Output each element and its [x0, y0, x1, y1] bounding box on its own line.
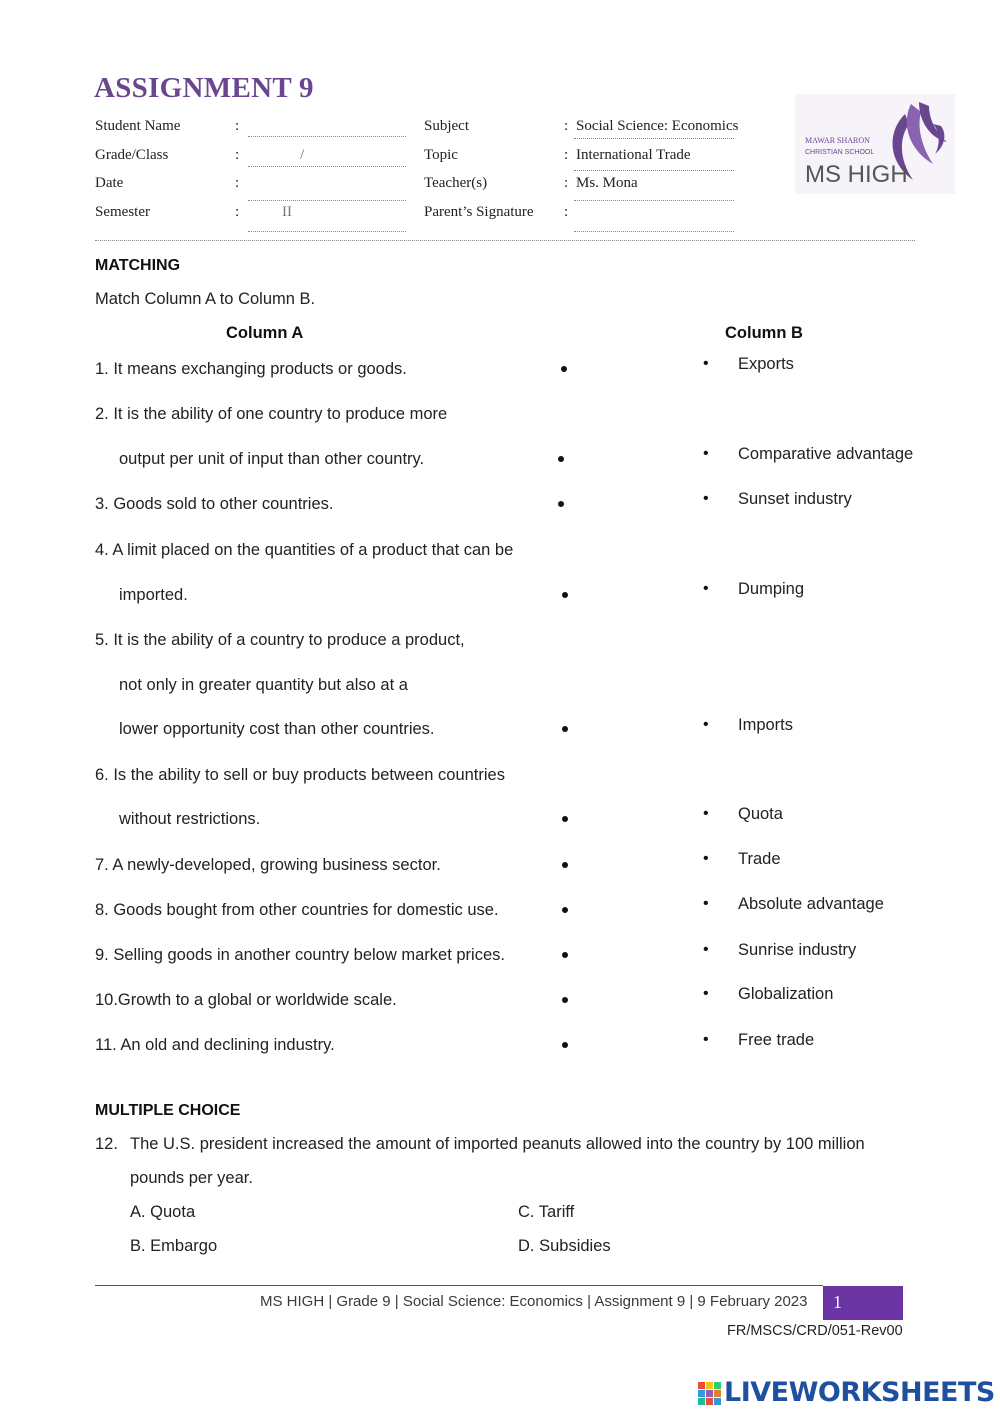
grade-class-field[interactable]: /: [300, 147, 305, 163]
logo-line2: CHRISTIAN SCHOOL: [805, 149, 875, 156]
question-text-line1: The U.S. president increased the amount of imported peanuts allowed into the country by 100 million: [130, 1135, 865, 1153]
column-a-line: output per unit of input than other country.: [119, 450, 425, 468]
topic-colon: :: [564, 147, 569, 163]
column-a-line: 5. It is the ability of a country to produce a product,: [95, 631, 465, 649]
bullet-icon[interactable]: •: [703, 850, 709, 867]
parent-signature-colon: :: [564, 204, 569, 220]
option-d[interactable]: D. Subsidies: [518, 1237, 611, 1255]
match-dot-a-9[interactable]: [562, 952, 568, 958]
date-colon: :: [235, 175, 240, 191]
match-dot-a-4[interactable]: [562, 592, 568, 598]
subject-colon: :: [564, 118, 569, 134]
column-b-item: Exports: [738, 355, 794, 373]
grade-class-label: Grade/Class: [95, 147, 169, 163]
page-number-box: [823, 1286, 903, 1320]
column-b-item: Absolute advantage: [738, 895, 884, 913]
column-b-item: Sunrise industry: [738, 941, 857, 959]
bullet-icon[interactable]: •: [703, 895, 709, 912]
option-c[interactable]: C. Tariff: [518, 1203, 575, 1221]
column-b-heading: Column B: [725, 324, 803, 342]
column-a-heading: Column A: [226, 324, 304, 342]
option-b[interactable]: B. Embargo: [130, 1237, 218, 1255]
subject-label: Subject: [424, 118, 469, 134]
bullet-icon[interactable]: •: [703, 490, 709, 507]
match-dot-a-5[interactable]: [562, 726, 568, 732]
semester-label: Semester: [95, 204, 150, 220]
liveworksheets-watermark[interactable]: [698, 1379, 998, 1411]
bullet-icon[interactable]: •: [703, 941, 709, 958]
column-b-item: Trade: [738, 850, 781, 868]
bullet-icon[interactable]: •: [703, 1031, 709, 1048]
topic-label: Topic: [424, 147, 458, 163]
student-name-colon: :: [235, 118, 240, 134]
match-dot-a-3[interactable]: [558, 501, 564, 507]
column-a-line: 4. A limit placed on the quantities of a product that can be: [95, 541, 514, 559]
semester-colon: :: [235, 204, 240, 220]
match-dot-a-11[interactable]: [562, 1042, 568, 1048]
assignment-title: ASSIGNMENT 9: [94, 72, 314, 104]
column-a-line: 9. Selling goods in another country below market prices.: [95, 946, 505, 964]
teacher-colon: :: [564, 175, 569, 191]
match-dot-a-2[interactable]: [558, 456, 564, 462]
logo-line3: MS HIGH: [805, 161, 908, 188]
column-b-item: Sunset industry: [738, 490, 852, 508]
subject-value: Social Science: Economics: [576, 118, 739, 134]
question-text-line2: pounds per year.: [130, 1169, 253, 1187]
footer-divider: [95, 1285, 823, 1286]
bullet-icon[interactable]: •: [703, 805, 709, 822]
column-a-line: not only in greater quantity but also at a: [119, 676, 408, 694]
column-b-item: Globalization: [738, 985, 834, 1003]
bullet-icon[interactable]: •: [703, 716, 709, 733]
column-a-line: imported.: [119, 586, 188, 604]
teacher-value: Ms. Mona: [576, 175, 638, 191]
date-label: Date: [95, 175, 124, 191]
matching-instruction: Match Column A to Column B.: [95, 290, 316, 308]
semester-value: II: [282, 204, 292, 220]
date-field[interactable]: [248, 175, 406, 193]
column-a-line: 11. An old and declining industry.: [95, 1036, 335, 1054]
logo-line1: MAWAR SHARON: [805, 136, 870, 145]
parent-signature-label: Parent’s Signature: [424, 204, 534, 220]
watermark-text: LIVEWORKSHEETS: [724, 1377, 995, 1408]
topic-value: International Trade: [576, 147, 691, 163]
column-a-line: 1. It means exchanging products or goods.: [95, 360, 407, 378]
question-number: 12.: [95, 1135, 118, 1153]
student-name-field[interactable]: [248, 118, 406, 136]
school-logo: [795, 94, 955, 194]
match-dot-a-10[interactable]: [562, 997, 568, 1003]
eagle-logo-icon: [795, 94, 955, 194]
multiple-choice-title: MULTIPLE CHOICE: [95, 1102, 241, 1119]
column-a-line: lower opportunity cost than other countries.: [119, 720, 435, 738]
matching-title: MATCHING: [95, 257, 181, 274]
column-b-item: Imports: [738, 716, 794, 734]
match-dot-a-7[interactable]: [562, 862, 568, 868]
match-dot-a-6[interactable]: [562, 816, 568, 822]
header-divider: [95, 240, 915, 241]
column-a-line: 7. A newly-developed, growing business sector.: [95, 856, 441, 874]
option-a[interactable]: A. Quota: [130, 1203, 196, 1221]
column-a-line: 6. Is the ability to sell or buy products between countries: [95, 766, 505, 784]
column-a-line: 2. It is the ability of one country to produce more: [95, 405, 448, 423]
column-a-line: 10.Growth to a global or worldwide scale.: [95, 991, 397, 1009]
bullet-icon[interactable]: •: [703, 985, 709, 1002]
footer-text: MS HIGH | Grade 9 | Social Science: Economics | Assignment 9 | 9 February 2023: [260, 1293, 808, 1310]
column-b-item: Quota: [738, 805, 783, 823]
bullet-icon[interactable]: •: [703, 355, 709, 372]
page-number: 1: [833, 1292, 842, 1312]
match-dot-a-8[interactable]: [562, 907, 568, 913]
column-b-item: Dumping: [738, 580, 805, 598]
column-b-item: Free trade: [738, 1031, 815, 1049]
match-dot-a-1[interactable]: [561, 366, 567, 372]
column-a-line: 8. Goods bought from other countries for domestic use.: [95, 901, 499, 919]
column-a-line: without restrictions.: [119, 810, 261, 828]
bullet-icon[interactable]: •: [703, 445, 709, 462]
column-a-line: 3. Goods sold to other countries.: [95, 495, 334, 513]
form-code: FR/MSCS/CRD/051-Rev00: [727, 1323, 903, 1339]
grade-class-colon: :: [235, 147, 240, 163]
teacher-label: Teacher(s): [424, 175, 488, 191]
column-b-item: Comparative advantage: [738, 445, 914, 463]
parent-signature-field[interactable]: [576, 204, 734, 222]
bullet-icon[interactable]: •: [703, 580, 709, 597]
liveworksheets-logo-icon: [698, 1382, 722, 1406]
student-name-label: Student Name: [95, 118, 181, 134]
